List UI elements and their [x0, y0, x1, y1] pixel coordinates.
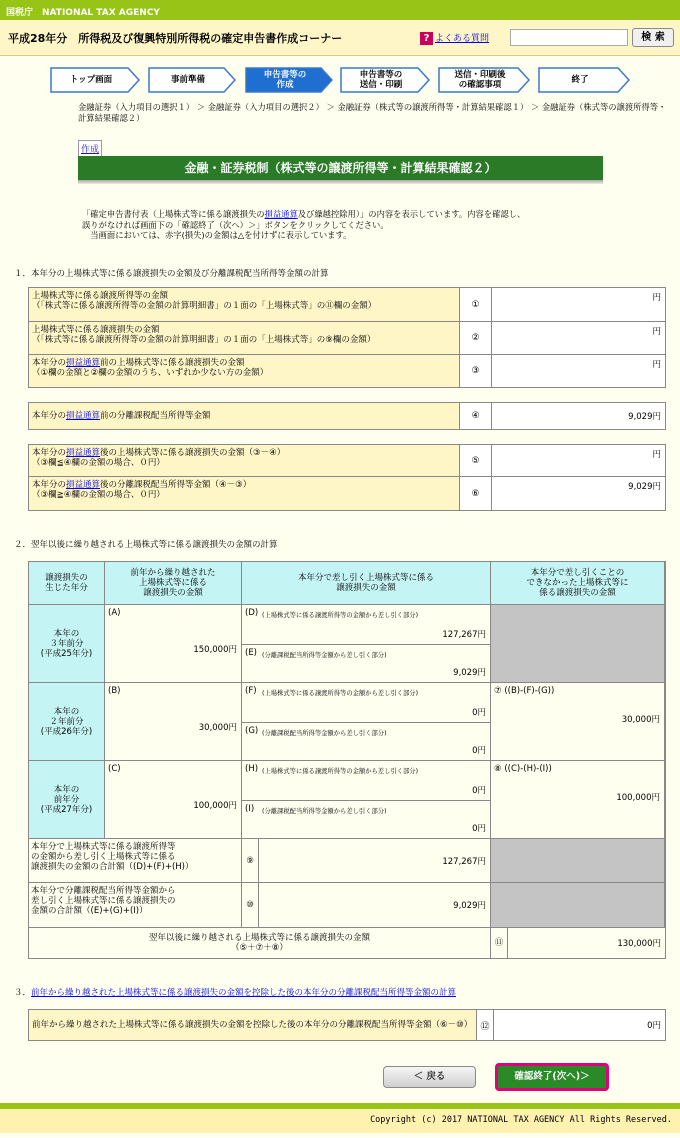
loss-offset-link[interactable]: 損益通算 — [66, 448, 101, 458]
intro-line3: 当画面においては、赤字(損失)の金額は△を付けずに表示しています。 — [82, 230, 352, 240]
total9-label-cell — [29, 839, 242, 883]
row-sub: （③欄≦④欄の金額の場合、０円） — [32, 458, 165, 468]
row-text: 本年分の — [32, 411, 67, 421]
row-4-value: 9,029円 — [628, 412, 661, 422]
section1-table-c — [28, 444, 666, 511]
row-2-number: ② — [460, 322, 492, 354]
year-cell-2 — [29, 683, 105, 761]
row-6-value: 9,029円 — [628, 482, 661, 492]
row-1-value: 円 — [652, 293, 661, 303]
total9-number-cell — [242, 839, 259, 883]
row-sub: （①欄の金額と②欄の金額のうち、いずれか少ない方の金額） — [32, 368, 269, 378]
section3-prefix: ３． — [14, 988, 32, 998]
step-label: 送信・印刷後 の確認事項 — [454, 70, 506, 90]
step-label: 申告書等の 送信・印刷 — [359, 70, 403, 90]
row-4-number: ④ — [460, 403, 492, 429]
deduct-cell-b-3 — [242, 801, 491, 839]
row-text: 上場株式等に係る譲渡所得等の金額 — [32, 291, 169, 301]
section1-table-a — [28, 287, 666, 388]
total10-label: 本年分で分離課税配当所得等金額から 差し引く上場株式等に係る譲渡損失の 金額の合計額（(E)+(G)+(I)） — [31, 886, 176, 916]
row-2-value: 円 — [652, 327, 661, 337]
carryover-table — [28, 561, 666, 959]
search-button[interactable]: 検 索 — [632, 28, 674, 47]
deduct-note: (上場株式等に係る譲渡所得等の金額から差し引く部分) — [262, 612, 419, 619]
row-1-label — [29, 288, 460, 321]
deduct-amount: 127,267円 — [442, 630, 486, 640]
prev-cell-3 — [105, 761, 242, 839]
deduct-note: (分離課税配当所得等金額から差し引く部分) — [262, 808, 387, 815]
intro-line1b: 及び繰越控除用）」の内容を表示しています。内容を確認し、 — [297, 209, 526, 219]
deduct-note: (上場株式等に係る譲渡所得等の金額から差し引く部分) — [262, 690, 419, 697]
section3-link[interactable]: 前年から繰り越された上場株式等に係る譲渡損失の金額を控除した後の本年分の分離課税配当所得等金額の計算 — [31, 988, 457, 998]
total9-amount: 127,267円 — [442, 857, 486, 867]
total10-amount: 9,029円 — [453, 901, 486, 911]
deduct-letter: (D) — [245, 608, 259, 618]
section1-table-b — [28, 402, 666, 430]
breadcrumb: 金融証券（入力項目の選択１） ＞ 金融証券（入力項目の選択２） ＞ 金融証券（株式等の譲渡所得等・計算結果確認１） ＞ 金融証券（株式等の譲渡所得等・計算結果確認２） — [78, 102, 667, 123]
prev-cell-1 — [105, 605, 242, 683]
total10-number-cell — [242, 883, 259, 928]
row-6-number: ⑥ — [460, 477, 492, 510]
total9-gray — [491, 839, 665, 883]
row-2 — [29, 322, 665, 355]
section3-table — [28, 1009, 666, 1041]
page-header-title: 平成28年分 所得税及び復興特別所得税の確定申告書作成コーナー — [8, 32, 343, 45]
carry-value-cell — [508, 928, 665, 958]
year-label: 本年の 前年分 (平成27年分) — [40, 784, 93, 815]
intro-line1: 「確定申告書付表（上場株式等に係る譲渡損失の — [82, 209, 265, 219]
prev-letter: (B) — [108, 686, 121, 696]
question-icon: ? — [420, 32, 433, 45]
page-title: 金融・証券税制（株式等の譲渡所得等・計算結果確認２） — [78, 156, 603, 180]
deduct-note: (上場株式等に係る譲渡所得等の金額から差し引く部分) — [262, 768, 419, 775]
step-label: トップ画面 — [69, 75, 113, 85]
step-label: 終了 — [571, 75, 589, 85]
deduct-amount: 0円 — [472, 824, 486, 834]
row-3 — [29, 355, 665, 387]
step-label: 事前準備 — [170, 75, 205, 85]
faq-link-wrap[interactable] — [420, 31, 489, 45]
row-text: 前の上場株式等に係る譲渡損失の金額 — [100, 358, 245, 368]
deduct-cell-a-2 — [242, 683, 491, 723]
carry-label: 翌年以後に繰り越される上場株式等に係る譲渡損失の金額 （⑤＋⑦＋⑧） — [148, 933, 370, 953]
header-prev: 前年から繰り越された 上場株式等に係る 譲渡損失の金額 — [130, 568, 216, 598]
row-sub: （「株式等に係る譲渡所得等の金額の計算明細書」の１面の「上場株式等」の⑪欄の金額） — [32, 301, 377, 311]
row-text: 本年分の — [32, 448, 67, 458]
deduct-note: (分離課税配当所得等金額から差し引く部分) — [262, 730, 387, 737]
loss-offset-link[interactable]: 損益通算 — [66, 358, 101, 368]
step-2 — [148, 67, 236, 93]
deduct-amount: 0円 — [472, 746, 486, 756]
deduct-letter: (F) — [245, 686, 257, 696]
carry-label-cell — [29, 928, 491, 958]
carry-number: ⑪ — [494, 938, 504, 948]
deduct-cell-a-3 — [242, 761, 491, 801]
row-6 — [29, 477, 665, 510]
section1-title: １．本年分の上場株式等に係る譲渡損失の金額及び分離課税配当所得等金額の計算 — [14, 269, 329, 279]
total10-gray — [491, 883, 665, 928]
row-3-number: ③ — [460, 355, 492, 387]
row-4 — [29, 403, 665, 429]
header-remain: 本年分で差し引くことの できなかった上場株式等に 係る譲渡損失の金額 — [526, 568, 629, 598]
total9-value-cell — [259, 839, 491, 883]
year-label: 本年の ２年前分 (平成26年分) — [40, 706, 93, 737]
row-12-value: 0円 — [647, 1021, 661, 1031]
section3-title — [14, 986, 456, 998]
title-shadow — [78, 180, 603, 184]
row-12-number: ⑫ — [477, 1010, 494, 1040]
remain-amount: 100,000円 — [616, 793, 660, 803]
deduct-letter: (H) — [245, 764, 259, 774]
year-cell-1 — [29, 605, 105, 683]
year-cell-3 — [29, 761, 105, 839]
header-deduct-cell — [242, 562, 491, 605]
deduct-letter: (I) — [245, 804, 255, 814]
step-6 — [538, 67, 630, 93]
deduct-amount: 0円 — [472, 786, 486, 796]
row-5-number: ⑤ — [460, 445, 492, 476]
header-year: 譲渡損失の 生じた年分 — [45, 573, 88, 593]
row-5-label — [29, 445, 460, 476]
row-2-label — [29, 322, 460, 354]
step-1 — [50, 67, 140, 93]
remain-cell-2 — [491, 683, 665, 761]
step-label: 申告書等の 作成 — [263, 70, 307, 90]
deduct-cell-b-2 — [242, 723, 491, 761]
header-remain-cell — [491, 562, 665, 605]
step-4 — [340, 67, 430, 93]
intro-text — [82, 209, 642, 241]
deduct-amount: 9,029円 — [453, 668, 486, 678]
prev-letter: (C) — [108, 764, 121, 774]
remain-cell-3 — [491, 761, 665, 839]
prev-letter: (A) — [108, 608, 121, 618]
remain-amount: 30,000円 — [621, 715, 660, 725]
total10-number: ⑩ — [246, 900, 254, 910]
deduct-cell-b-1 — [242, 645, 491, 683]
create-tag: 作成 — [78, 140, 102, 157]
total10-label-cell — [29, 883, 242, 928]
deduct-note: (分離課税配当所得等金額から差し引く部分) — [262, 652, 387, 659]
row-12 — [29, 1010, 665, 1040]
prev-cell-2 — [105, 683, 242, 761]
row-3-label — [29, 355, 460, 387]
footer — [0, 1103, 680, 1133]
remain-cell-1 — [491, 605, 665, 683]
year-label: 本年の ３年前分 (平成25年分) — [40, 628, 93, 659]
deduct-cell-a-1 — [242, 605, 491, 645]
agency-bar — [0, 0, 680, 20]
loss-offset-link[interactable]: 損益通算 — [66, 480, 101, 490]
remain-label: ⑧ ((C)-(H)-(I)) — [494, 764, 552, 774]
row-5 — [29, 445, 665, 477]
intro-line2: 誤りがなければ画面下の「確認終了（次へ）＞」ボタンをクリックしてください。 — [82, 219, 389, 230]
row-text: 上場株式等に係る譲渡損失の金額 — [32, 325, 160, 335]
total9-label: 本年分で上場株式等に係る譲渡所得等 の金額から差し引く上場株式等に係る 譲渡損失の金額の合計額（(D)+(F)+(H)） — [31, 842, 194, 872]
carry-number-cell — [491, 928, 508, 958]
step-5 — [438, 67, 530, 93]
deduct-letter: (E) — [245, 648, 258, 658]
total10-value-cell — [259, 883, 491, 928]
confirm-next-button[interactable]: 確認終了(次へ)＞ — [495, 1063, 609, 1091]
header-deduct: 本年分で差し引く上場株式等に係る 譲渡損失の金額 — [297, 573, 434, 593]
faq-link[interactable]: よくある質問 — [435, 34, 490, 44]
row-text: 後の分離課税配当所得等金額（④－③） — [100, 480, 252, 490]
search-input[interactable] — [510, 29, 628, 46]
row-sub: （「株式等に係る譲渡所得等の金額の計算明細書」の１面の「上場株式等」の⑨欄の金額） — [32, 335, 376, 345]
carry-amount: 130,000円 — [617, 939, 661, 949]
copyright: Copyright (c) 2017 NATIONAL TAX AGENCY All Rights Reserved. — [370, 1115, 672, 1125]
deduct-amount: 0円 — [472, 708, 486, 718]
row-text: 本年分の — [32, 358, 67, 368]
section2-title: ２．翌年以後に繰り越される上場株式等に係る譲渡損失の金額の計算 — [14, 540, 278, 550]
row-text: 本年分の — [32, 480, 67, 490]
row-12-label: 前年から繰り越された上場株式等に係る譲渡損失の金額を控除した後の本年分の分離課税配当所得等金額（⑥－⑩） — [29, 1010, 477, 1040]
row-3-value: 円 — [652, 360, 661, 370]
prev-amount: 100,000円 — [193, 801, 237, 811]
row-1 — [29, 288, 665, 322]
row-4-label — [29, 403, 460, 429]
row-text: 前の分離課税配当所得等金額 — [100, 411, 211, 421]
deduct-letter: (G) — [245, 726, 259, 736]
row-5-value: 円 — [652, 450, 661, 460]
loss-offset-link[interactable]: 損益通算 — [66, 411, 101, 421]
row-6-label — [29, 477, 460, 510]
prev-amount: 30,000円 — [198, 723, 237, 733]
row-sub: （③欄≧④欄の金額の場合、０円） — [32, 490, 165, 500]
row-1-number: ① — [460, 288, 492, 321]
prev-amount: 150,000円 — [193, 645, 237, 655]
header-prev-cell — [105, 562, 242, 605]
total9-number: ⑨ — [246, 855, 254, 866]
header — [0, 20, 680, 56]
row-text: 後の上場株式等に係る譲渡損失の金額（③－④） — [100, 448, 286, 458]
agency-logo: 国税庁 NATIONAL TAX AGENCY — [6, 8, 160, 18]
remain-label: ⑦ ((B)-(F)-(G)) — [494, 686, 555, 696]
back-button[interactable]: ＜ 戻る — [383, 1066, 476, 1088]
header-year-cell — [29, 562, 105, 605]
intro-link[interactable]: 損益通算 — [264, 209, 298, 219]
step-3 — [245, 67, 333, 93]
